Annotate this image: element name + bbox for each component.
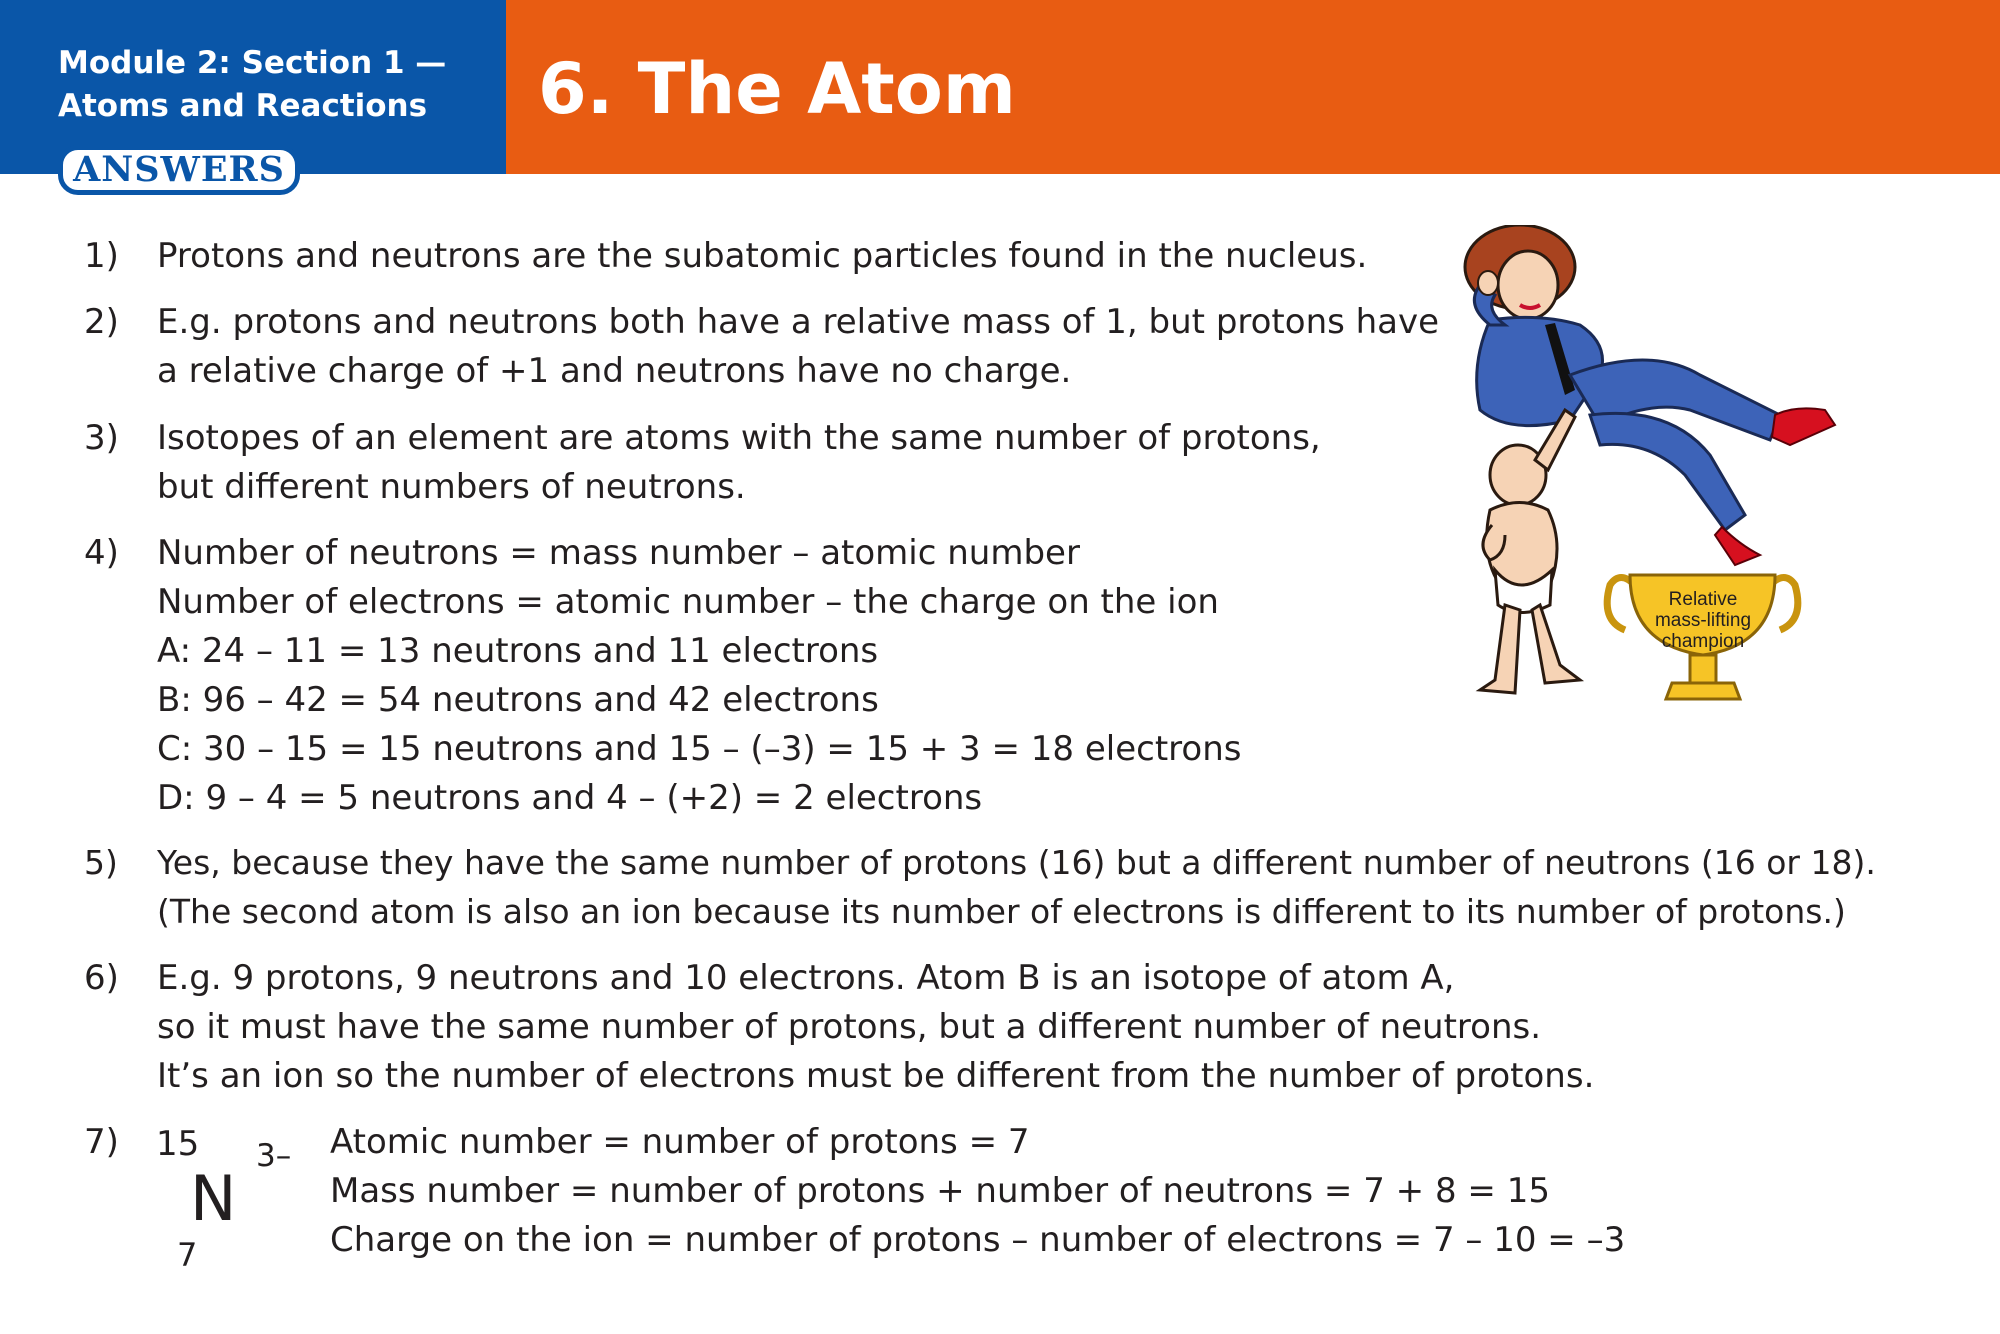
answer-line: Isotopes of an element are atoms with the same number of protons, (157, 418, 1321, 458)
answer-line: so it must have the same number of protons, but a different number of neutrons. (157, 1007, 1542, 1047)
baby-lifting-woman-image (1450, 225, 1900, 755)
module-line-1: Module 2: Section 1 — (58, 45, 447, 81)
module-line-2: Atoms and Reactions (58, 88, 428, 124)
answer-line: Mass number = number of protons + number of neutrons = 7 + 8 = 15 (330, 1171, 1550, 1211)
answer-line: E.g. 9 protons, 9 neutrons and 10 electrons. Atom B is an isotope of atom A, (157, 958, 1455, 998)
answer-line: Number of neutrons = mass number – atomic number (157, 533, 1080, 573)
answer-line: Number of electrons = atomic number – the charge on the ion (157, 582, 1219, 622)
answer-line: Atomic number = number of protons = 7 (330, 1122, 1030, 1162)
answer-line: (The second atom is also an ion because its number of electrons is different to its number of protons.) (157, 892, 1846, 931)
answer-number: 2) (84, 302, 119, 342)
answer-line: C: 30 – 15 = 15 neutrons and 15 – (–3) = 15 + 3 = 18 electrons (157, 729, 1242, 769)
answer-number: 1) (84, 236, 119, 276)
answer-line: It’s an ion so the number of electrons must be different from the number of protons. (157, 1056, 1595, 1096)
trophy-label-line-3: champion (1661, 631, 1745, 652)
answer-line: E.g. protons and neutrons both have a relative mass of 1, but protons have (157, 302, 1440, 342)
answer-number: 6) (84, 958, 119, 998)
answer-number: 5) (84, 843, 118, 882)
answer-line: Charge on the ion = number of protons – number of electrons = 7 – 10 = –3 (330, 1220, 1626, 1260)
cartoon-illustration (1450, 225, 1900, 755)
trophy-label-line-2: mass-lifting (1654, 610, 1752, 631)
answer-number: 3) (84, 418, 119, 458)
answers-badge: ANSWERS (58, 145, 300, 195)
answer-line: a relative charge of +1 and neutrons have no charge. (157, 351, 1072, 391)
answer-number: 4) (84, 533, 119, 573)
mass-number: 15 (156, 1124, 200, 1164)
answer-line: but different numbers of neutrons. (157, 467, 746, 507)
answer-line: D: 9 – 4 = 5 neutrons and 4 – (+2) = 2 electrons (157, 778, 983, 818)
answer-line: Yes, because they have the same number of protons (16) but a different number of neutrons (16 or 18). (157, 843, 1876, 882)
answer-line: Protons and neutrons are the subatomic particles found in the nucleus. (157, 236, 1368, 276)
module-section-title (58, 42, 498, 128)
ion-charge: 3– (256, 1138, 292, 1174)
atomic-number: 7 (177, 1236, 198, 1274)
trophy-label-line-1: Relative (1668, 589, 1738, 610)
page-title: 6. The Atom (538, 48, 1016, 130)
answer-line: B: 96 – 42 = 54 neutrons and 42 electrons (157, 680, 879, 720)
answer-number: 7) (84, 1122, 119, 1162)
element-symbol: N (190, 1162, 237, 1235)
answer-line: A: 24 – 11 = 13 neutrons and 11 electrons (157, 631, 879, 671)
